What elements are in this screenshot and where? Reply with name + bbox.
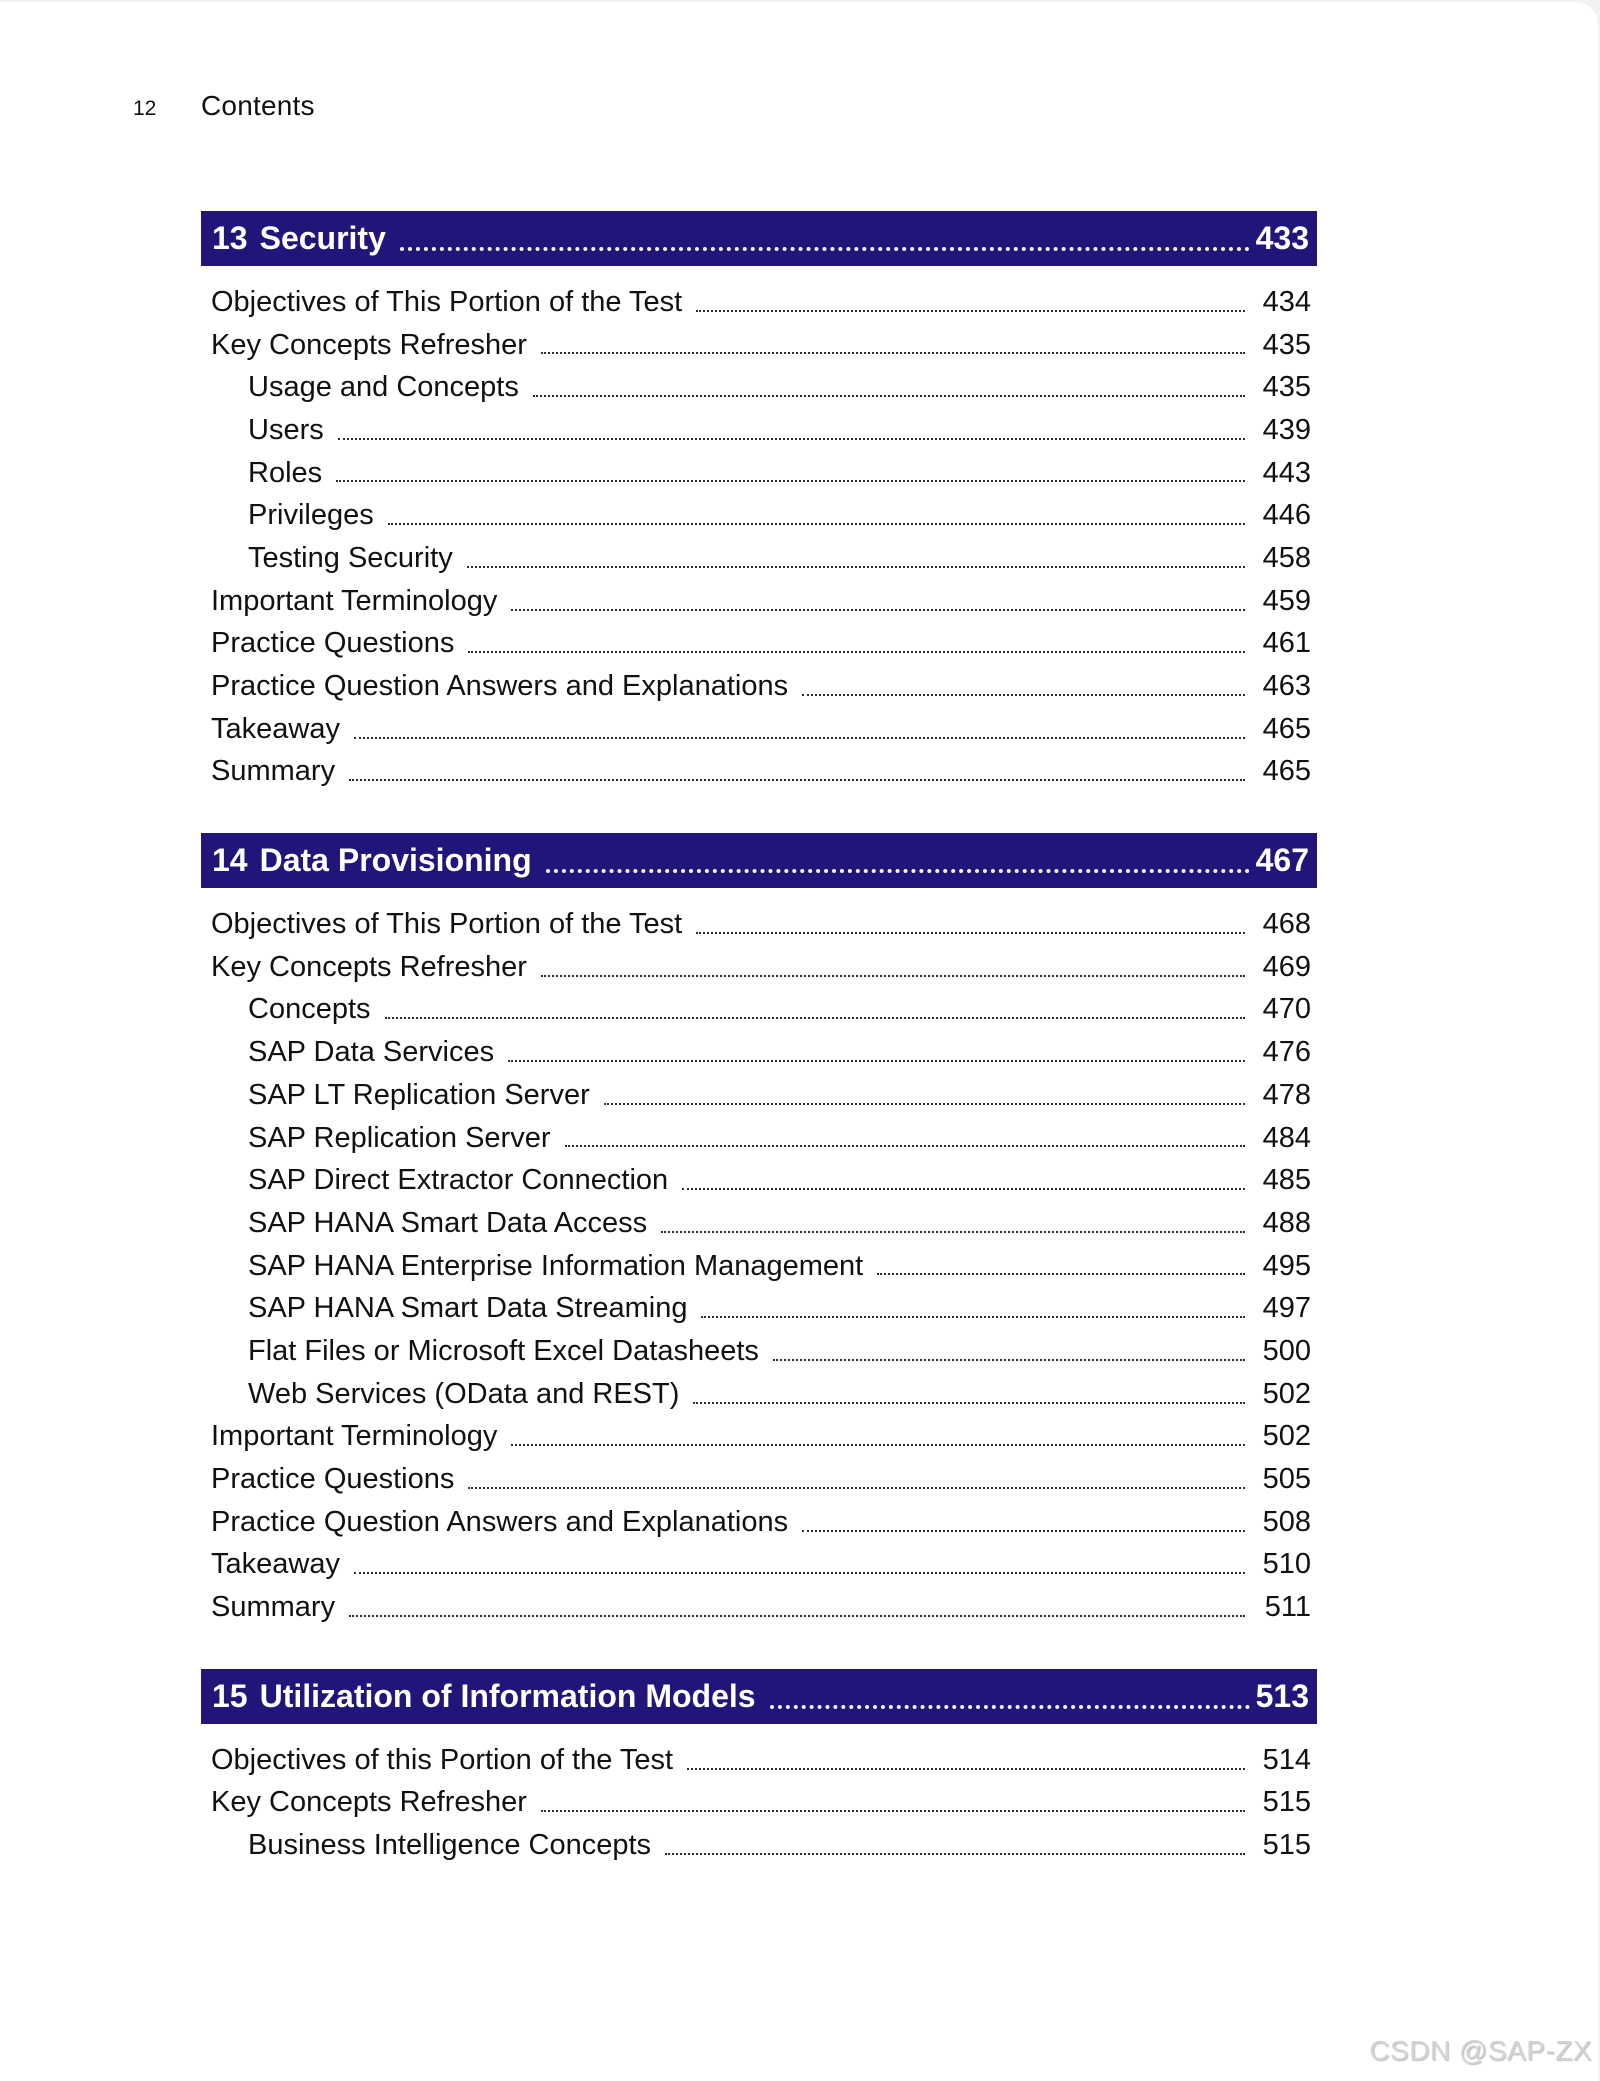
dot-leader [511,609,1245,611]
dot-leader [665,1853,1245,1855]
chapter-number: 15 [212,1677,248,1714]
dot-leader [338,438,1245,440]
toc-entry-label: Users [248,413,324,446]
dot-leader [400,247,1250,251]
toc-entry-label: Takeaway [211,712,340,745]
dot-leader [511,1444,1245,1446]
toc-entry-label: SAP Direct Extractor Connection [248,1164,669,1197]
dot-leader [468,1487,1245,1489]
toc-entry[interactable] [201,708,1317,751]
chapter-15 [201,1669,1317,1867]
toc-entry-page-number: 508 [1262,1505,1311,1538]
toc-entry-page-number: 476 [1262,1036,1311,1069]
dot-leader [354,737,1245,739]
chapter-page-number: 467 [1255,842,1309,879]
dot-leader [468,651,1245,653]
toc-entry-label: Business Intelligence Concepts [248,1829,652,1862]
toc-entry-page-number: 484 [1262,1121,1311,1154]
dot-leader [802,1530,1245,1532]
chapter-page-number: 513 [1255,1677,1309,1714]
toc-entry-page-number: 485 [1262,1164,1311,1197]
chapter-entries [201,281,1317,793]
running-head [133,90,315,124]
table-of-contents [201,211,1317,1907]
toc-entry-page-number: 465 [1262,755,1311,788]
toc-entry-page-number: 435 [1262,371,1311,404]
toc-entry-label: Takeaway [211,1548,340,1581]
dot-leader [773,1359,1245,1361]
dot-leader [533,395,1245,397]
dot-leader [541,975,1245,977]
toc-entry[interactable] [201,1586,1317,1629]
toc-entry-label: Privileges [248,499,374,532]
toc-entry[interactable] [201,1330,1317,1373]
dot-leader [701,1316,1245,1318]
toc-entry-page-number: 469 [1262,950,1311,983]
toc-entry[interactable] [201,452,1317,495]
toc-entry-page-number: 505 [1262,1463,1311,1496]
toc-entry-page-number: 463 [1262,670,1311,703]
chapter-title: Security [259,220,386,256]
toc-entry-page-number: 515 [1262,1786,1311,1819]
toc-entry[interactable] [201,1416,1317,1459]
dot-leader [770,1705,1250,1709]
toc-entry-page-number: 510 [1262,1548,1311,1581]
toc-entry-label: Testing Security [248,541,453,574]
toc-entry-label: Summary [211,755,336,788]
toc-entry[interactable] [201,946,1317,989]
toc-entry[interactable] [201,580,1317,623]
toc-entry[interactable] [201,1074,1317,1117]
dot-leader [336,480,1245,482]
watermark: CSDN @SAP-ZX [1369,2035,1592,2066]
toc-entry-label: Summary [211,1591,336,1624]
toc-entry[interactable] [201,1739,1317,1782]
toc-entry[interactable] [201,903,1317,946]
dot-leader [696,310,1245,312]
dot-leader [541,1810,1245,1812]
toc-entry-label: Roles [248,456,323,489]
toc-entry-page-number: 514 [1262,1743,1311,1776]
chapter-number: 14 [212,842,248,879]
chapter-entries [201,903,1317,1629]
toc-entry[interactable] [201,409,1317,452]
dot-leader [687,1768,1245,1770]
chapter-14 [201,833,1317,1629]
dot-leader [354,1572,1245,1574]
toc-entry-label: Objectives of This Portion of the Test [211,908,683,941]
toc-entry-page-number: 443 [1262,456,1311,489]
toc-entry-label: Web Services (OData and REST) [248,1377,680,1410]
toc-entry[interactable] [201,1373,1317,1416]
dot-leader [467,566,1245,568]
toc-entry-page-number: 511 [1264,1591,1311,1624]
toc-entry[interactable] [201,1031,1317,1074]
toc-entry-page-number: 495 [1262,1249,1311,1282]
toc-entry-page-number: 478 [1262,1078,1311,1111]
toc-entry-page-number: 502 [1262,1377,1311,1410]
toc-entry[interactable] [201,989,1317,1032]
toc-entry-label: Flat Files or Microsoft Excel Datasheets [248,1334,759,1367]
toc-entry-page-number: 497 [1262,1292,1311,1325]
toc-entry-label: SAP Data Services [248,1036,495,1069]
chapter-heading[interactable] [201,211,1317,266]
toc-entry-page-number: 465 [1262,712,1311,745]
toc-entry[interactable] [201,1202,1317,1245]
dot-leader [349,1615,1245,1617]
toc-entry-label: Key Concepts Refresher [211,950,527,983]
dot-leader [385,1017,1245,1019]
toc-entry-page-number: 439 [1262,413,1311,446]
toc-entry-page-number: 500 [1262,1334,1311,1367]
dot-leader [661,1231,1245,1233]
chapter-heading[interactable] [201,833,1317,888]
toc-entry[interactable] [201,366,1317,409]
toc-entry[interactable] [201,494,1317,537]
toc-entry-label: Practice Question Answers and Explanations [211,670,789,703]
toc-entry-label: Objectives of This Portion of the Test [211,285,683,318]
toc-entry-page-number: 502 [1262,1420,1311,1453]
chapter-title: Utilization of Information Models [259,1677,756,1714]
dot-leader [541,352,1245,354]
dot-leader [508,1060,1245,1062]
toc-entry-label: SAP HANA Smart Data Access [248,1206,648,1239]
toc-entry[interactable] [201,1824,1317,1867]
dot-leader [349,779,1245,781]
toc-entry-page-number: 470 [1262,993,1311,1026]
dot-leader [546,869,1250,873]
toc-entry-page-number: 458 [1262,541,1311,574]
toc-entry-page-number: 446 [1262,499,1311,532]
toc-entry[interactable] [201,1245,1317,1288]
toc-entry[interactable] [201,1544,1317,1587]
toc-entry-label: Concepts [248,993,371,1026]
dot-leader [693,1402,1245,1404]
toc-entry-label: Important Terminology [211,1420,498,1453]
page-folio: 12 [133,97,157,120]
toc-entry[interactable] [201,324,1317,367]
toc-entry-label: Objectives of this Portion of the Test [211,1743,674,1776]
toc-entry[interactable] [201,1159,1317,1202]
chapter-number: 13 [212,220,248,256]
toc-entry[interactable] [201,1501,1317,1544]
dot-leader [604,1103,1245,1105]
toc-entry-page-number: 488 [1262,1206,1311,1239]
dot-leader [696,932,1245,934]
toc-entry[interactable] [201,1117,1317,1160]
chapter-page-number: 433 [1255,220,1309,256]
toc-entry-page-number: 468 [1262,908,1311,941]
dot-leader [682,1188,1245,1190]
document-page [0,2,1598,2081]
toc-entry-label: Practice Questions [211,1463,455,1496]
toc-entry[interactable] [201,281,1317,324]
toc-entry-label: Important Terminology [211,584,498,617]
chapter-13 [201,211,1317,793]
toc-entry-label: Practice Question Answers and Explanations [211,1505,789,1538]
chapter-heading[interactable] [201,1669,1317,1724]
toc-entry-label: Practice Questions [211,627,455,660]
toc-entry[interactable] [201,665,1317,708]
toc-entry-label: SAP LT Replication Server [248,1078,590,1111]
chapter-title: Data Provisioning [259,842,532,879]
toc-entry-page-number: 434 [1262,285,1311,318]
dot-leader [388,523,1245,525]
toc-entry-page-number: 515 [1262,1829,1311,1862]
toc-entry-label: Key Concepts Refresher [211,1786,527,1819]
dot-leader [877,1273,1245,1275]
toc-entry[interactable] [201,1287,1317,1330]
toc-entry-label: SAP HANA Smart Data Streaming [248,1292,688,1325]
toc-entry-label: SAP Replication Server [248,1121,551,1154]
toc-entry[interactable] [201,537,1317,580]
toc-entry-page-number: 459 [1262,584,1311,617]
dot-leader [802,694,1245,696]
toc-entry[interactable] [201,751,1317,794]
chapter-entries [201,1739,1317,1867]
toc-entry[interactable] [201,623,1317,666]
running-head-title: Contents [201,90,315,121]
toc-entry-label: Usage and Concepts [248,371,519,404]
dot-leader [565,1145,1245,1147]
toc-entry-page-number: 461 [1262,627,1311,660]
toc-entry[interactable] [201,1458,1317,1501]
toc-entry-label: Key Concepts Refresher [211,328,527,361]
toc-entry-page-number: 435 [1262,328,1311,361]
toc-entry[interactable] [201,1782,1317,1825]
toc-entry-label: SAP HANA Enterprise Information Management [248,1249,864,1282]
